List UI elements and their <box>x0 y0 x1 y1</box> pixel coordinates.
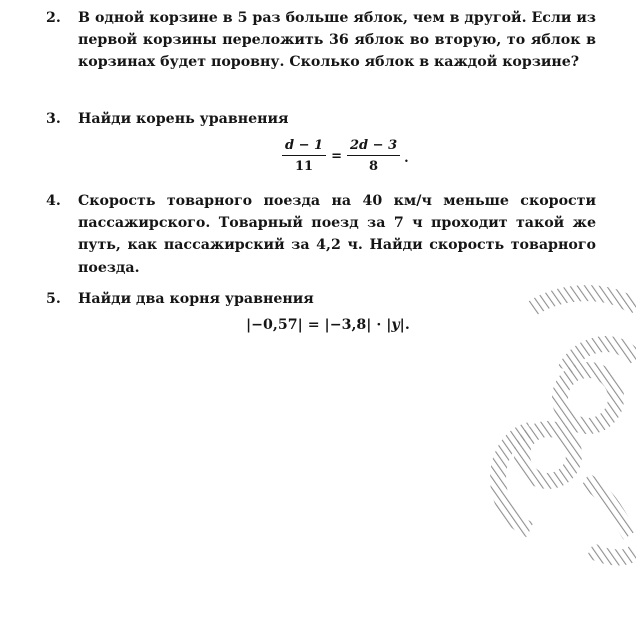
equals-sign: = <box>331 148 342 164</box>
equation-variable: y <box>391 317 400 333</box>
problem-number: 5. <box>46 291 61 307</box>
problem-number: 4. <box>46 193 61 209</box>
equation-end-period: . <box>404 151 409 166</box>
equation-fraction <box>280 138 409 174</box>
right-fraction <box>345 138 402 174</box>
right-numerator: 2d − 3 <box>347 138 400 156</box>
problem-number: 3. <box>46 111 61 127</box>
absolute-value-equation <box>246 314 410 336</box>
problem-2 <box>46 7 596 74</box>
equation-left: |−0,57| = |−3,8| · | <box>246 317 392 333</box>
problem-text: Скорость товарного поезда на 40 км/ч меньше скорости пассажирского. Товарный поезд за 7 ч проходит такой же путь, как пассажирский за 4,2 ч. Найди скорость товарного поезда. <box>78 193 596 276</box>
equation-right: |. <box>399 317 410 333</box>
problem-4 <box>46 190 596 279</box>
right-denominator: 8 <box>369 159 379 174</box>
problem-text: Найди корень уравнения <box>78 111 289 127</box>
problem-text: В одной корзине в 5 раз больше яблок, чем в другой. Если из первой корзины переложить 36 яблок во вторую, то яблок в корзинах будет поровну. Сколько яблок в каждой корзине? <box>78 10 596 71</box>
problem-3 <box>46 108 596 130</box>
left-denominator: 11 <box>295 159 314 174</box>
problem-text: Найди два корня уравнения <box>78 291 314 307</box>
left-fraction <box>280 138 328 174</box>
decorative-watermark-icon <box>470 280 636 570</box>
left-numerator: d − 1 <box>282 138 326 156</box>
problem-number: 2. <box>46 10 61 26</box>
